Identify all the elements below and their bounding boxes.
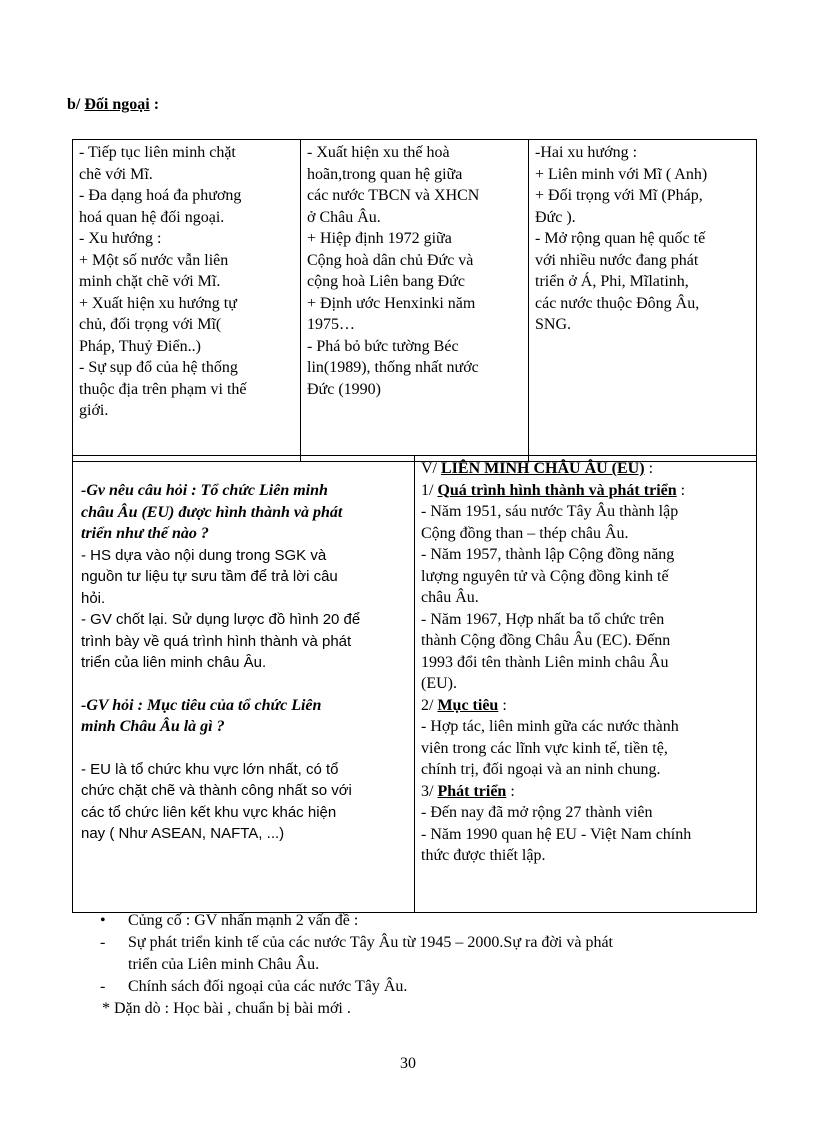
- s3-prefix: 3/: [421, 782, 438, 800]
- table-line: lin(1989), thống nhất nước: [307, 359, 479, 376]
- table-line: chủ, đối trọng với Mĩ(: [79, 316, 222, 333]
- teacher-question-2: -GV hỏi : Mục tiêu của tổ chức Liên: [81, 696, 322, 714]
- table-line: + Liên minh với Mĩ ( Anh): [535, 165, 708, 183]
- foreign-policy-col-3: [529, 140, 757, 462]
- section-heading: [67, 96, 159, 114]
- table-line: Đức (1990): [307, 380, 381, 398]
- content-line: - Năm 1967, Hợp nhất ba tổ chức trên: [421, 610, 665, 628]
- activity-line: hỏi.: [81, 589, 106, 607]
- activity-line: - HS dựa vào nội dung trong SGK và: [81, 546, 327, 564]
- teacher-question-1: -Gv nêu câu hỏi : Tổ chức Liên minh: [81, 482, 328, 499]
- table-line: - Xu hướng :: [79, 230, 162, 247]
- table-line: ở Châu Âu.: [307, 208, 381, 226]
- table-line: Cộng hoà dân chủ Đức và: [307, 251, 474, 269]
- activity-line: trình bày về quá trình hình thành và phát: [81, 632, 352, 650]
- s2-title: Mục tiêu: [437, 696, 499, 714]
- bullet-icon: •: [100, 912, 106, 929]
- table-line: hoá quan hệ đối ngoại.: [79, 208, 225, 226]
- table-line: + Xuất hiện xu hướng tự: [79, 294, 237, 312]
- eu-content-cell: [415, 456, 757, 913]
- content-line: thức được thiết lập.: [421, 847, 546, 864]
- table-line: các nước thuộc Đông Âu,: [535, 294, 700, 312]
- activity-line: các tổ chức liên kết khu vực khác hiện: [81, 803, 337, 821]
- spacer: [81, 674, 408, 695]
- heading-title: Đối ngoại: [84, 96, 150, 113]
- consolidation-line: Củng cố : GV nhấn mạnh 2 vấn đề :: [128, 912, 359, 929]
- table-line: + Định ước Henxinki năm: [307, 294, 476, 312]
- footer-row-1: [100, 910, 613, 932]
- foreign-policy-col-2: [301, 140, 529, 462]
- eu-title-prefix: V/: [421, 460, 441, 477]
- teacher-question-2: minh Châu Âu là gì ?: [81, 718, 225, 735]
- table-line: với nhiều nước đang phát: [535, 251, 699, 269]
- content-line: 1993 đổi tên thành Liên minh châu Âu: [421, 653, 669, 671]
- table-line: SNG.: [535, 316, 572, 333]
- summary-line-cont: triển của Liên minh Châu Âu.: [128, 956, 320, 973]
- content-line: - Hợp tác, liên minh gữa các nước thành: [421, 718, 679, 735]
- subsection-2-title: [421, 695, 750, 717]
- policy-line: Chính sách đối ngoại của các nước Tây Âu.: [128, 978, 408, 995]
- dash-marker: -: [100, 934, 106, 951]
- table-line: 1975…: [307, 316, 355, 333]
- eu-title-text: LIÊN MINH CHÂU ÂU (EU): [441, 460, 645, 477]
- table-line: minh chặt chẽ với Mĩ.: [79, 273, 221, 290]
- s1-title: Quá trình hình thành và phát triển: [437, 481, 677, 499]
- table-line: + Đối trọng với Mĩ (Pháp,: [535, 187, 703, 204]
- content-line: (EU).: [421, 675, 457, 692]
- content-line: - Đến nay đã mở rộng 27 thành viên: [421, 804, 653, 821]
- table-line: hoãn,trong quan hệ giữa: [307, 165, 463, 183]
- foreign-policy-col-1: [73, 140, 301, 462]
- content-line: viên trong các lĩnh vực kinh tế, tiền tệ,: [421, 739, 668, 757]
- content-line: châu Âu.: [421, 589, 479, 606]
- lesson-footer: [100, 910, 613, 1020]
- table-line: + Hiệp định 1972 giữa: [307, 230, 452, 247]
- subsection-3-title: [421, 781, 750, 803]
- footer-row-4: [100, 998, 613, 1020]
- heading-suffix: :: [149, 96, 160, 113]
- content-line: Cộng đồng than – thép châu Âu.: [421, 524, 629, 542]
- footer-row-2b: [100, 954, 613, 976]
- table-line: - Mở rộng quan hệ quốc tế: [535, 230, 706, 247]
- teacher-question-1: triển như thế nào ?: [81, 525, 209, 542]
- activity-line: chức chặt chẽ và thành công nhất so với: [81, 782, 352, 799]
- spacer: [81, 738, 408, 759]
- teacher-activity-cell: [73, 456, 415, 913]
- content-line: - Năm 1951, sáu nước Tây Âu thành lập: [421, 503, 679, 520]
- s1-prefix: 1/: [421, 481, 438, 499]
- eu-title-suffix: :: [644, 460, 654, 477]
- table-line: Đức ).: [535, 208, 576, 226]
- content-line: thành Cộng đồng Châu Âu (EC). Đếnn: [421, 632, 671, 649]
- activity-line: nguồn tư liệu tự sưu tầm để trả lời câu: [81, 568, 338, 585]
- s2-suffix: :: [498, 696, 507, 714]
- s2-prefix: 2/: [421, 696, 438, 714]
- activity-line: - GV chốt lại. Sử dụng lược đồ hình 20 để: [81, 611, 361, 628]
- table-line: triển ở Á, Phi, Mĩlatinh,: [535, 273, 689, 290]
- eu-table: [72, 455, 757, 913]
- table-line: thuộc địa trên phạm vi thế: [79, 380, 247, 398]
- content-line: - Năm 1957, thành lập Cộng đồng năng: [421, 546, 675, 563]
- table-line: + Một số nước vẫn liên: [79, 251, 229, 269]
- foreign-policy-table: [72, 139, 757, 462]
- activity-line: - EU là tổ chức khu vực lớn nhất, có tổ: [81, 760, 339, 778]
- footer-row-2: [100, 932, 613, 954]
- s1-suffix: :: [676, 481, 686, 499]
- heading-prefix: b/: [67, 96, 81, 113]
- s3-suffix: :: [506, 782, 515, 800]
- table-line: Pháp, Thuỷ Điển..): [79, 337, 201, 355]
- activity-line: triển của liên minh châu Âu.: [81, 654, 267, 671]
- teacher-question-1: châu Âu (EU) được hình thành và phát: [81, 503, 343, 521]
- table-line: - Đa dạng hoá đa phương: [79, 187, 242, 204]
- eu-section-title: [421, 458, 750, 480]
- table-line: giới.: [79, 402, 109, 419]
- activity-line: nay ( Như ASEAN, NAFTA, ...): [81, 825, 285, 842]
- table-line: -Hai xu hướng :: [535, 144, 638, 161]
- content-line: lượng nguyên tử và Cộng đồng kinh tế: [421, 567, 669, 585]
- table-line: chẽ với Mĩ.: [79, 165, 153, 183]
- footer-row-3: [100, 976, 613, 998]
- table-line: cộng hoà Liên bang Đức: [307, 273, 465, 290]
- page-number: 30: [400, 1055, 416, 1072]
- table-line: - Sự sụp đổ của hệ thống: [79, 359, 238, 376]
- s3-title: Phát triển: [437, 782, 507, 800]
- table-line: - Phá bỏ bức tường Béc: [307, 337, 459, 355]
- subsection-1-title: [421, 480, 750, 502]
- table-line: các nước TBCN và XHCN: [307, 187, 480, 204]
- dash-marker: -: [100, 978, 106, 995]
- table-line: - Xuất hiện xu thế hoà: [307, 144, 450, 161]
- table-line: - Tiếp tục liên minh chặt: [79, 144, 236, 161]
- homework-line: * Dặn dò : Học bài , chuẩn bị bài mới .: [102, 1000, 351, 1017]
- summary-line: Sự phát triển kinh tế của các nước Tây Âu từ 1945 – 2000.Sự ra đời và phát: [128, 934, 613, 951]
- content-line: - Năm 1990 quan hệ EU - Việt Nam chính: [421, 825, 692, 843]
- content-line: chính trị, đối ngoại và an ninh chung.: [421, 761, 661, 778]
